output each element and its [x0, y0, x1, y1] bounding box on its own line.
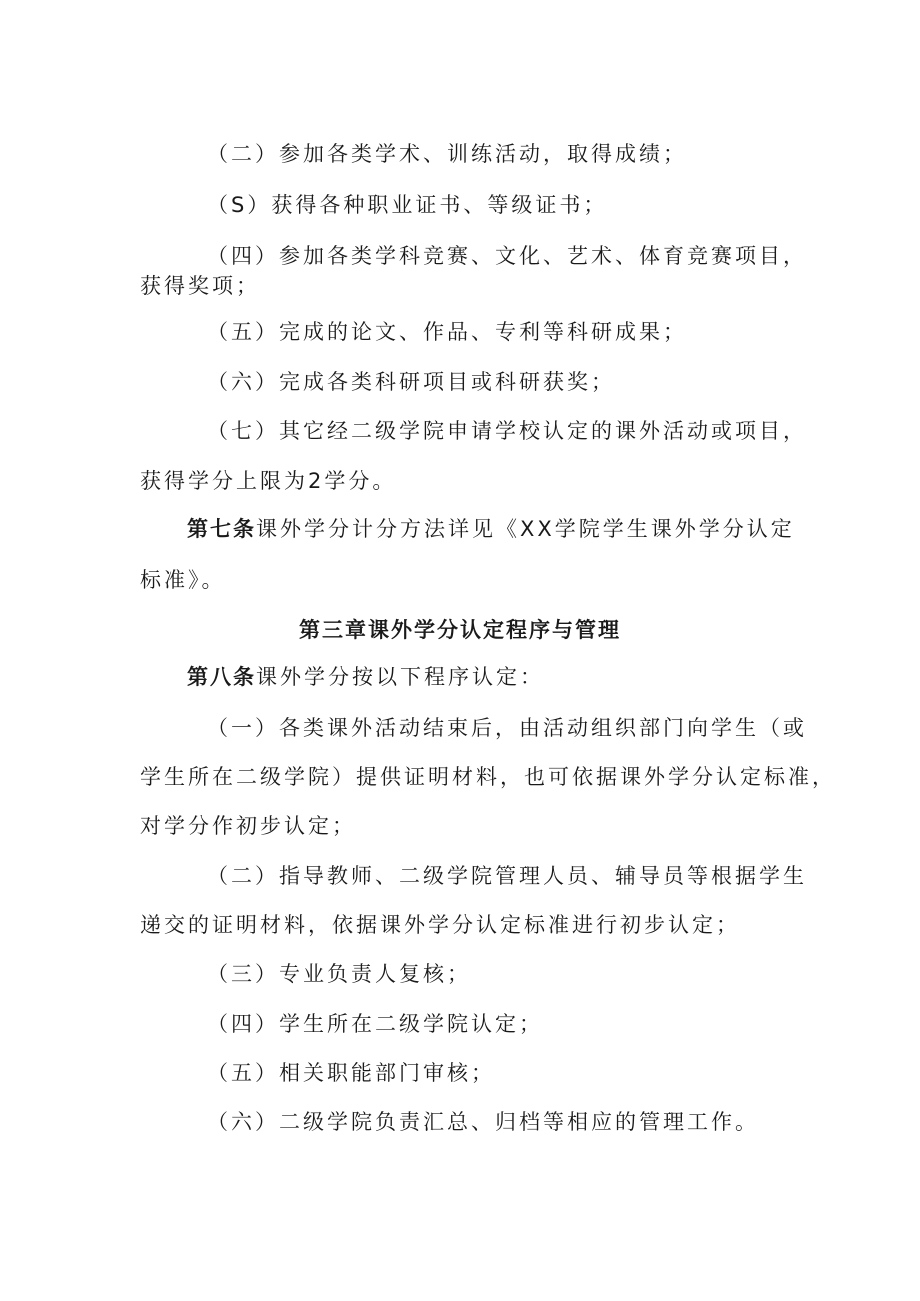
article-line [187, 663, 544, 691]
item-line-continued: 学生所在二级学院）提供证明材料，也可依据课外学分认定标准， [140, 765, 836, 789]
item-line: （二）参加各类学术、训练活动，取得成绩； [207, 142, 687, 166]
article-text: 课外学分计分方法详见《XX学院学生课外学分认定 [256, 517, 795, 541]
item-line: （三）专业负责人复核； [207, 962, 471, 986]
item-line: （一）各类课外活动结束后，由活动组织部门向学生（或 [207, 716, 807, 740]
article-number: 第七条 [187, 517, 256, 541]
item-line: （S）获得各种职业证书、等级证书； [207, 193, 608, 217]
article-number: 第八条 [187, 665, 256, 689]
item-line: （四）参加各类学科竞赛、文化、艺术、体育竞赛项目， [207, 244, 807, 268]
chapter-heading: 第三章课外学分认定程序与管理 [299, 618, 621, 642]
article-text: 课外学分按以下程序认定： [256, 665, 544, 689]
item-line-continued: 获得学分上限为2学分。 [140, 469, 397, 493]
article-line [187, 515, 795, 543]
article-line-continued: 标准》。 [140, 568, 226, 592]
item-line-continued: 获得奖项； [140, 274, 260, 298]
item-line: （六）二级学院负责汇总、归档等相应的管理工作。 [207, 1110, 759, 1134]
item-line: （七）其它经二级学院申请学校认定的课外活动或项目， [207, 419, 807, 443]
item-line-continued: 对学分作初步认定； [140, 814, 356, 838]
item-line: （六）完成各类科研项目或科研获奖； [207, 370, 615, 394]
item-line: （四）学生所在二级学院认定； [207, 1012, 543, 1036]
item-line-continued: 递交的证明材料，依据课外学分认定标准进行初步认定； [140, 913, 740, 937]
item-line: （五）相关职能部门审核； [207, 1061, 495, 1085]
item-line: （五）完成的论文、作品、专利等科研成果； [207, 320, 687, 344]
item-line: （二）指导教师、二级学院管理人员、辅导员等根据学生 [207, 864, 807, 888]
